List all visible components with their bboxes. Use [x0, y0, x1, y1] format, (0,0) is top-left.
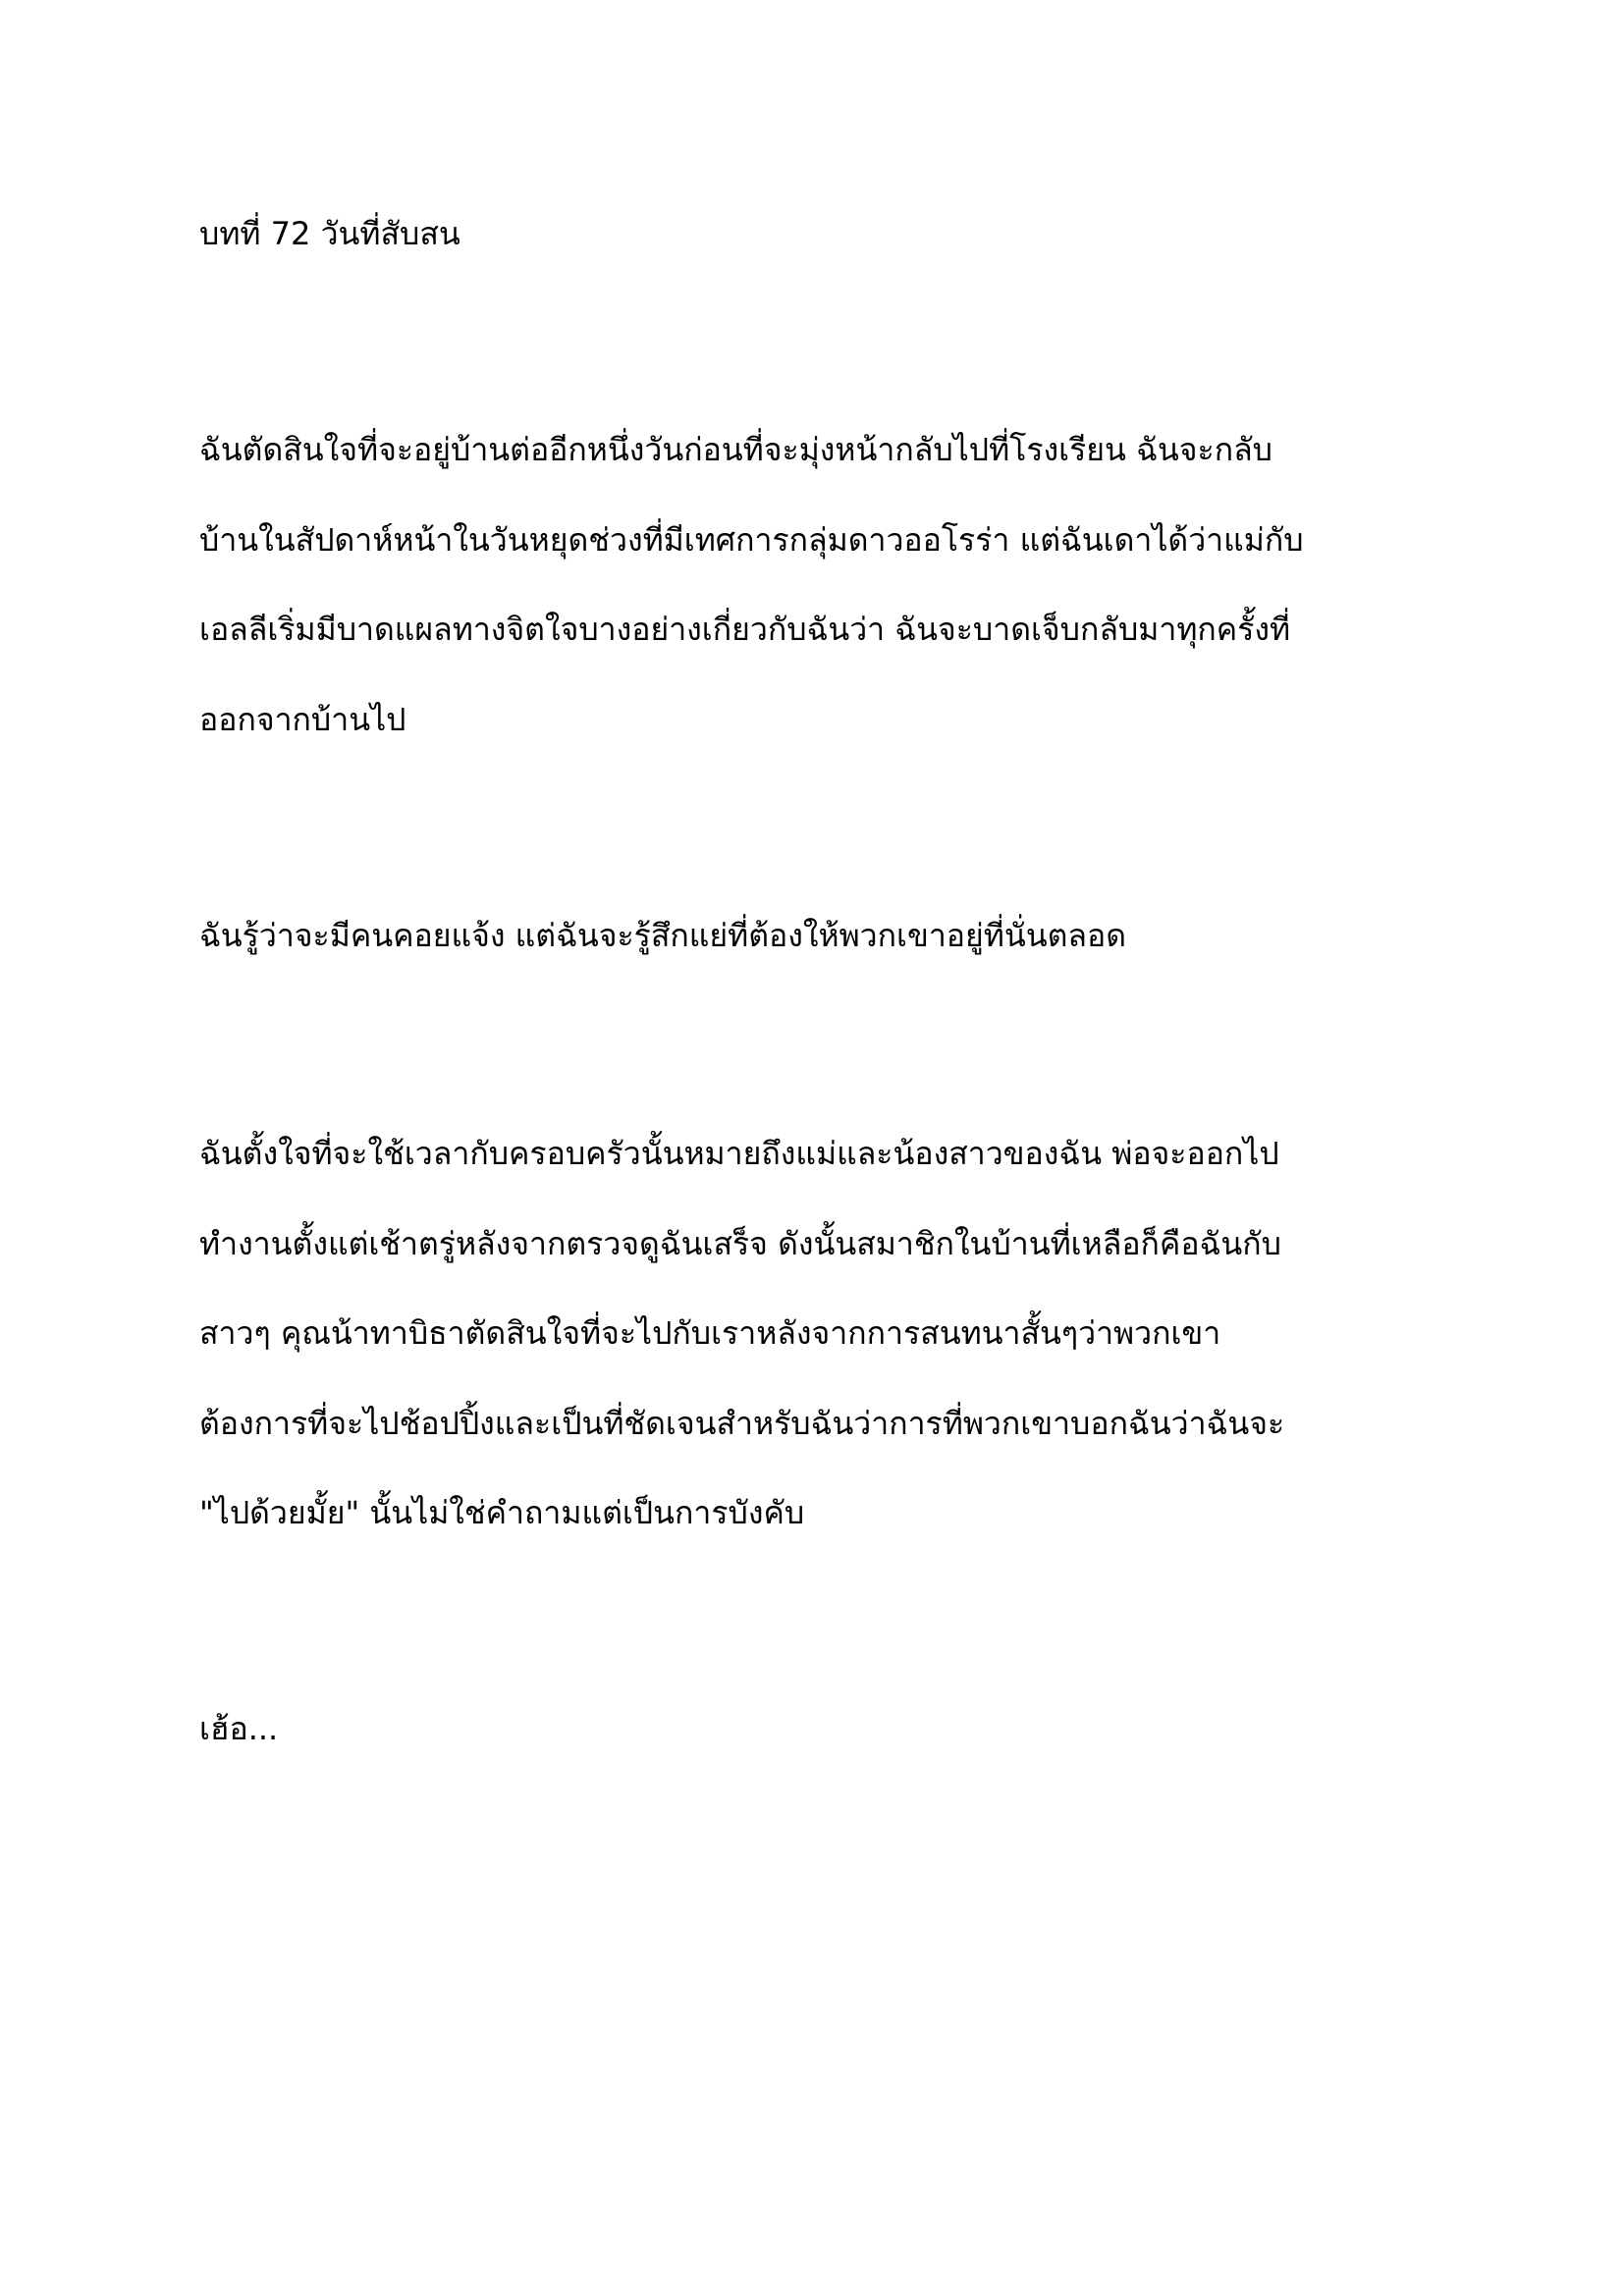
chapter-title: บทที่ 72 วันที่สับสน	[199, 215, 460, 252]
paragraph-line: ต้องการที่จะไปช้อปปิ้งและเป็นที่ชัดเจนสำหรับฉันว่าการที่พวกเขาบอกฉันว่าฉันจะ	[199, 1405, 1285, 1442]
paragraph-line: สาวๆ คุณน้าทาบิธาตัดสินใจที่จะไปกับเราหลังจากการสนทนาสั้นๆว่าพวกเขา	[199, 1314, 1221, 1352]
paragraph-line: เฮ้อ...	[199, 1710, 279, 1747]
paragraph-line: ฉันรู้ว่าจะมีคนคอยแจ้ง แต่ฉันจะรู้สึกแย่ที่ต้องให้พวกเขาอยู่ที่นั่นตลอด	[199, 917, 1126, 954]
paragraph-line: เอลลีเริ่มมีบาดแผลทางจิตใจบางอย่างเกี่ยวกับฉันว่า ฉันจะบาดเจ็บกลับมาทุกครั้งที่	[199, 611, 1291, 648]
paragraph-line: บ้านในสัปดาห์หน้าในวันหยุดช่วงที่มีเทศการกลุ่มดาวออโรร่า แต่ฉันเดาได้ว่าแม่กับ	[199, 521, 1304, 559]
paragraph-line: ทำงานตั้งแต่เช้าตรู่หลังจากตรวจดูฉันเสร็จ ดังนั้นสมาชิกในบ้านที่เหลือก็คือฉันกับ	[199, 1225, 1281, 1262]
paragraph-line: ออกจากบ้านไป	[199, 701, 406, 738]
paragraph-line: ฉันตั้งใจที่จะใช้เวลากับครอบครัวนั้นหมายถึงแม่และน้องสาวของฉัน พ่อจะออกไป	[199, 1135, 1279, 1172]
paragraph-line: "ไปด้วยมั้ย" นั้นไม่ใช่คำถามแต่เป็นการบังคับ	[199, 1494, 805, 1531]
paragraph-line: ฉันตัดสินใจที่จะอยู่บ้านต่ออีกหนึ่งวันก่อนที่จะมุ่งหน้ากลับไปที่โรงเรียน ฉันจะกลับ	[199, 431, 1272, 468]
